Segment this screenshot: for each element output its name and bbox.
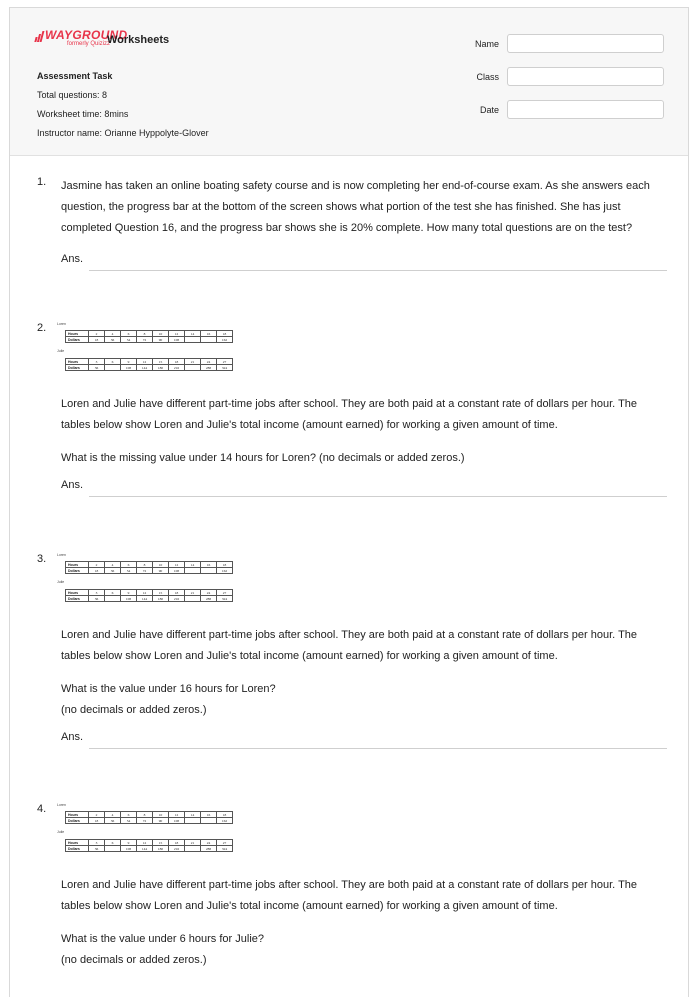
table-cell: 14 <box>185 331 201 337</box>
instructor-name: Instructor name: Orianne Hyppolyte-Glover <box>37 128 209 138</box>
table-cell: 18 <box>217 812 233 818</box>
class-label: Class <box>476 71 499 82</box>
loren-table-label: Loren <box>57 322 66 326</box>
table-cell: 15 <box>153 590 169 596</box>
table-cell: 24 <box>201 359 217 365</box>
table-cell: 72 <box>137 568 153 574</box>
table-cell: 180 <box>153 596 169 602</box>
table-cell: 144 <box>137 596 153 602</box>
table-cell: 6 <box>121 562 137 568</box>
table-cell: 4 <box>105 562 121 568</box>
table-cell: 12 <box>137 359 153 365</box>
worksheet-header <box>10 8 688 156</box>
table-cell <box>201 337 217 343</box>
table-cell: 24 <box>201 590 217 596</box>
table-cell: 108 <box>121 846 137 852</box>
table-cell: 90 <box>153 818 169 824</box>
answer-row <box>61 479 667 501</box>
table-row-header: Dollars <box>66 846 89 852</box>
table-cell: 108 <box>121 596 137 602</box>
julie-table-label: Julie <box>57 830 65 834</box>
table-cell: 54 <box>121 818 137 824</box>
table-cell: 6 <box>105 840 121 846</box>
worksheet-time: Worksheet time: 8mins <box>37 109 129 119</box>
table-cell: 2 <box>89 331 105 337</box>
answer-line[interactable] <box>89 748 667 749</box>
table-cell: 12 <box>169 812 185 818</box>
table-cell: 18 <box>169 359 185 365</box>
table-cell: 21 <box>185 590 201 596</box>
table-cell: 12 <box>169 331 185 337</box>
table-row-header: Dollars <box>66 568 89 574</box>
question-number: 1. <box>37 176 47 188</box>
table-cell <box>201 568 217 574</box>
question-4 <box>37 803 667 971</box>
answer-label: Ans. <box>61 731 84 743</box>
table-cell: 6 <box>105 359 121 365</box>
table-cell <box>201 818 217 824</box>
table-cell <box>185 818 201 824</box>
table-cell: 21 <box>185 840 201 846</box>
table-row-header: Hours <box>66 590 89 596</box>
table-cell: 324 <box>217 846 233 852</box>
table-cell: 2 <box>89 812 105 818</box>
class-field[interactable] <box>507 67 664 86</box>
income-table <box>65 561 233 574</box>
table-cell: 144 <box>137 846 153 852</box>
name-field[interactable] <box>507 34 664 53</box>
table-row-header: Hours <box>66 812 89 818</box>
answer-line[interactable] <box>89 496 667 497</box>
date-field[interactable] <box>507 100 664 119</box>
question-text: Loren and Julie have different part-time jobs after school. They are both paid at a constant rate of dollars per hour. The tables below show Loren and Julie's total income (amount earned) for working a given amount of time. <box>61 879 638 912</box>
table-cell: 12 <box>169 562 185 568</box>
table-cell: 27 <box>217 590 233 596</box>
table-cell <box>185 337 201 343</box>
table-cell: 54 <box>121 337 137 343</box>
table-cell <box>105 365 121 371</box>
question-text: Loren and Julie have different part-time jobs after school. They are both paid at a constant rate of dollars per hour. The tables below show Loren and Julie's total income (amount earned) for working a given amount of time. <box>61 398 638 431</box>
income-tables <box>57 803 297 863</box>
table-cell: 108 <box>169 818 185 824</box>
table-cell: 36 <box>105 337 121 343</box>
table-cell: 18 <box>169 590 185 596</box>
table-row-header: Dollars <box>66 818 89 824</box>
table-cell: 324 <box>217 596 233 602</box>
table-row-header: Hours <box>66 331 89 337</box>
julie-table-label: Julie <box>57 349 65 353</box>
table-cell: 324 <box>217 365 233 371</box>
table-cell: 9 <box>121 840 137 846</box>
student-fields <box>459 34 664 133</box>
table-row-header: Hours <box>66 562 89 568</box>
table-cell: 9 <box>121 359 137 365</box>
table-cell: 90 <box>153 568 169 574</box>
table-cell <box>185 846 201 852</box>
question-number: 2. <box>37 322 47 334</box>
table-cell: 16 <box>201 562 217 568</box>
table-row-header: Dollars <box>66 365 89 371</box>
question-3 <box>37 553 667 753</box>
income-table <box>65 589 233 602</box>
question-prompt: What is the value under 16 hours for Loren? <box>61 683 276 695</box>
logo-subtitle: formerly Quizizz <box>67 41 111 47</box>
answer-label: Ans. <box>61 479 84 491</box>
table-cell: 27 <box>217 359 233 365</box>
table-cell: 12 <box>137 590 153 596</box>
income-table <box>65 358 233 371</box>
logo-wordmark: WAYGROUND <box>45 28 128 42</box>
table-cell: 10 <box>153 331 169 337</box>
table-cell <box>185 568 201 574</box>
income-table <box>65 330 233 343</box>
table-cell: 12 <box>137 840 153 846</box>
table-cell: 3 <box>89 840 105 846</box>
table-cell: 216 <box>169 596 185 602</box>
income-tables <box>57 553 297 613</box>
table-cell: 18 <box>89 337 105 343</box>
date-label: Date <box>479 104 499 115</box>
table-cell: 4 <box>105 812 121 818</box>
question-prompt: What is the value under 6 hours for Julie? <box>61 933 265 945</box>
table-cell: 288 <box>201 846 217 852</box>
answer-row <box>61 253 667 275</box>
table-cell: 4 <box>105 331 121 337</box>
name-label: Name <box>474 38 499 49</box>
table-cell: 10 <box>153 812 169 818</box>
table-cell: 36 <box>89 596 105 602</box>
table-cell: 9 <box>121 590 137 596</box>
question-number: 4. <box>37 803 47 815</box>
table-cell <box>185 596 201 602</box>
table-cell: 162 <box>217 818 233 824</box>
table-cell: 72 <box>137 818 153 824</box>
table-cell <box>185 365 201 371</box>
table-cell: 18 <box>217 331 233 337</box>
question-prompt-note: (no decimals or added zeros.) <box>61 954 207 966</box>
table-cell: 3 <box>89 590 105 596</box>
table-cell: 18 <box>89 818 105 824</box>
question-text: Loren and Julie have different part-time jobs after school. They are both paid at a constant rate of dollars per hour. The tables below show Loren and Julie's total income (amount earned) for working a given amount of time. <box>61 629 638 662</box>
answer-row <box>61 731 667 753</box>
table-cell: 21 <box>185 359 201 365</box>
total-questions: Total questions: 8 <box>37 90 108 100</box>
worksheet <box>9 7 689 997</box>
table-cell: 108 <box>169 568 185 574</box>
question-2 <box>37 322 667 501</box>
question-prompt-note: (no decimals or added zeros.) <box>61 704 207 716</box>
table-cell: 216 <box>169 846 185 852</box>
income-table <box>65 839 233 852</box>
table-cell: 180 <box>153 846 169 852</box>
table-cell: 18 <box>169 840 185 846</box>
table-cell: 16 <box>201 331 217 337</box>
question-1 <box>37 176 667 275</box>
table-cell: 288 <box>201 365 217 371</box>
julie-table-label: Julie <box>57 580 65 584</box>
logo-bars-icon <box>35 31 43 42</box>
question-number: 3. <box>37 553 47 565</box>
question-prompt: What is the missing value under 14 hours for Loren? (no decimals or added zeros.) <box>61 452 465 464</box>
table-cell: 288 <box>201 596 217 602</box>
table-row-header: Hours <box>66 840 89 846</box>
table-cell: 36 <box>105 568 121 574</box>
table-cell: 2 <box>89 562 105 568</box>
table-cell: 15 <box>153 840 169 846</box>
table-cell: 14 <box>185 812 201 818</box>
table-cell: 18 <box>89 568 105 574</box>
loren-table-label: Loren <box>57 803 66 807</box>
table-cell: 8 <box>137 562 153 568</box>
table-cell: 36 <box>105 818 121 824</box>
answer-line[interactable] <box>89 270 667 271</box>
question-text: Jasmine has taken an online boating safety course and is now completing her end-of-course exam. As she answers each question, the progress bar at the bottom of the screen shows what portion of the test she has finished. She has just completed Question 16, and the progress bar shows she is 20% complete. How many total questions are on the test? <box>61 180 650 234</box>
table-cell: 90 <box>153 337 169 343</box>
table-cell: 27 <box>217 840 233 846</box>
table-cell: 108 <box>121 365 137 371</box>
table-cell: 54 <box>121 568 137 574</box>
page-title: Worksheets <box>107 34 170 46</box>
table-cell: 36 <box>89 846 105 852</box>
assessment-task-label: Assessment Task <box>37 71 113 81</box>
table-cell <box>105 846 121 852</box>
table-cell: 8 <box>137 331 153 337</box>
table-cell: 180 <box>153 365 169 371</box>
answer-label: Ans. <box>61 253 84 265</box>
table-row-header: Hours <box>66 359 89 365</box>
table-cell: 16 <box>201 812 217 818</box>
table-cell: 24 <box>201 840 217 846</box>
table-cell: 14 <box>185 562 201 568</box>
table-cell: 6 <box>105 590 121 596</box>
table-cell: 10 <box>153 562 169 568</box>
loren-table-label: Loren <box>57 553 66 557</box>
income-tables <box>57 322 297 382</box>
table-cell: 8 <box>137 812 153 818</box>
table-cell: 6 <box>121 331 137 337</box>
table-cell: 15 <box>153 359 169 365</box>
table-cell: 36 <box>89 365 105 371</box>
table-cell: 216 <box>169 365 185 371</box>
table-cell: 162 <box>217 337 233 343</box>
table-cell: 72 <box>137 337 153 343</box>
table-cell: 3 <box>89 359 105 365</box>
table-cell: 18 <box>217 562 233 568</box>
table-cell: 162 <box>217 568 233 574</box>
table-cell: 108 <box>169 337 185 343</box>
table-cell: 6 <box>121 812 137 818</box>
table-row-header: Dollars <box>66 596 89 602</box>
table-cell <box>105 596 121 602</box>
assessment-meta <box>37 67 209 143</box>
table-cell: 144 <box>137 365 153 371</box>
table-row-header: Dollars <box>66 337 89 343</box>
income-table <box>65 811 233 824</box>
